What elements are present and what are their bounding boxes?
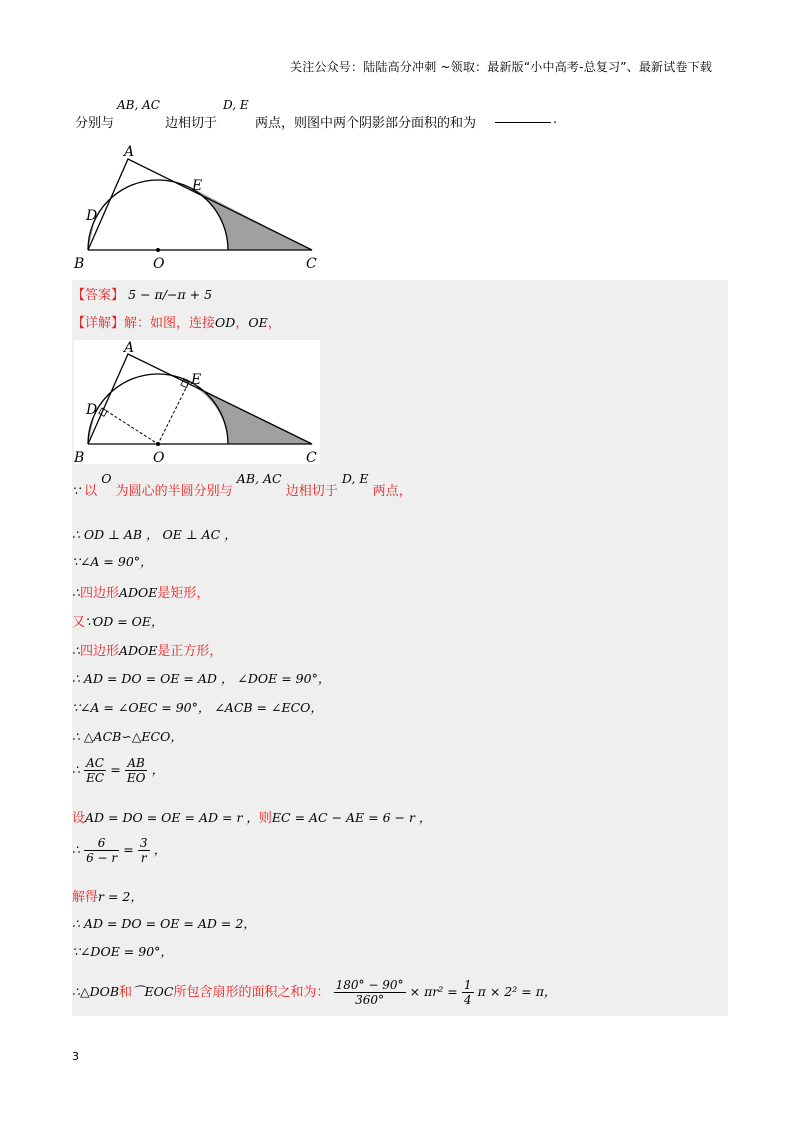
problem-math-ab-ac: AB, AC	[117, 98, 160, 112]
problem-text-end: .	[553, 112, 558, 127]
equals-sign: =	[123, 842, 134, 857]
therefore-symbol: ∴	[72, 585, 80, 600]
step-11-math-2: EC = AC − AE = 6 − r ，	[271, 810, 432, 825]
label-b: B	[74, 450, 85, 464]
label-o: O	[153, 256, 165, 272]
step-13	[72, 886, 143, 905]
step-10	[72, 756, 164, 785]
segment-od	[102, 408, 158, 444]
step-3: ∵∠A = 90°，	[72, 554, 153, 569]
step-14: ∴ AD = DO = OE = AD = 2，	[72, 916, 256, 931]
detail-math-oe: OE	[248, 315, 268, 330]
page-number: 3	[72, 1050, 79, 1063]
step-1-text-1: 以	[84, 484, 98, 499]
step-2: ∴ OD ⊥ AB ， OE ⊥ AC ，	[72, 527, 237, 542]
step-16-tail: π × 2² = π，	[477, 984, 557, 999]
detail-math-od: OD	[215, 315, 236, 330]
therefore-symbol: ∵	[72, 483, 80, 498]
fraction-3-over-r: $\frac{3}{r}$	[139, 836, 148, 865]
fraction-angle-over-360: $\frac{180^\circ - 90^\circ}{360^\circ}$	[335, 978, 404, 1007]
step-1-text-4: 两点，	[372, 484, 412, 499]
step-16-math-eoc: ⌒EOC	[132, 984, 174, 999]
label-o: O	[153, 450, 165, 464]
step-1-math-o: O	[101, 471, 112, 486]
step-4-text-1: 四边形	[79, 586, 119, 601]
step-1	[72, 471, 412, 499]
page-header: 关注公众号：陆陆高分冲刺 ~领取：最新版“小中高考-总复习”、最新试卷下载	[290, 60, 713, 74]
step-5-math: ∵OD = OE，	[85, 614, 164, 629]
step-8: ∵∠A = ∠OEC = 90°， ∠ACB = ∠ECO，	[72, 700, 323, 715]
step-11-math-1: AD = DO = OE = AD = r ，	[85, 810, 259, 825]
step-11-text-2: 则	[258, 811, 272, 826]
detail-end: ，	[267, 316, 281, 331]
geometry-figure-2	[74, 340, 320, 464]
fraction-ac-ec: $\frac{AC}{EC}$	[86, 756, 105, 785]
equals-sign: =	[110, 762, 121, 777]
step-13-text: 解得	[72, 890, 99, 905]
step-9: ∴ △ACB∽△ECO，	[72, 729, 183, 744]
detail-row	[72, 312, 281, 331]
semicircle	[88, 180, 228, 250]
step-4-math-adoe: ADOE	[118, 585, 158, 600]
segment-oe	[158, 384, 188, 444]
answer-value: 5 − π/−π + 5	[128, 287, 213, 302]
label-a: A	[124, 340, 135, 356]
therefore-symbol: ∴	[72, 762, 80, 777]
label-e: E	[192, 178, 203, 194]
answer-row	[72, 284, 212, 303]
step-4	[72, 582, 209, 601]
step-5-text: 又	[72, 615, 86, 630]
problem-text-3: 两点，则图中两个阴影部分面积的和为	[255, 116, 477, 131]
problem-text-1: 分别与	[75, 116, 115, 131]
step-16-math-dob: △DOB	[79, 984, 120, 999]
label-e: E	[191, 372, 202, 388]
label-d: D	[86, 208, 98, 224]
label-c: C	[306, 256, 317, 272]
step-16-text-and: 和	[119, 985, 133, 1000]
step-13-math: r = 2，	[98, 889, 143, 904]
label-c: C	[306, 450, 317, 464]
fraction-6-over-6-minus-r: $\frac{6}{6 - r}$	[86, 836, 118, 865]
center-point-o	[156, 248, 160, 252]
step-11	[72, 807, 431, 826]
label-b: B	[74, 256, 85, 272]
fraction-one-quarter: $\frac{1}{4}$	[463, 978, 472, 1007]
detail-tag: 【详解】	[72, 316, 125, 331]
problem-math-de: D, E	[223, 98, 249, 112]
step-15: ∵∠DOE = 90°，	[72, 944, 173, 959]
fraction-ab-eo: $\frac{AB}{EO}$	[126, 756, 146, 785]
solution-block	[72, 280, 728, 1016]
step-1-text-3: 边相切于	[285, 484, 338, 499]
step-1-text-2: 为圆心的半圆分别与	[115, 484, 233, 499]
step-4-text-2: 是矩形，	[157, 586, 210, 601]
step-12	[72, 836, 166, 865]
problem-text-2: 边相切于	[165, 116, 218, 131]
step-6-text-1: 四边形	[79, 644, 119, 659]
step-11-text-1: 设	[72, 811, 86, 826]
semicircle	[88, 374, 228, 444]
step-1-math-ab-ac: AB, AC	[236, 471, 282, 486]
therefore-symbol: ∴	[72, 984, 80, 999]
geometry-figure-1	[72, 138, 332, 272]
detail-separator: ，	[235, 316, 249, 331]
step-12-end: ，	[153, 842, 167, 857]
step-6-math-adoe: ADOE	[118, 643, 158, 658]
step-10-end: ，	[151, 762, 165, 777]
step-16	[72, 978, 556, 1007]
detail-intro: 解：如图，连接	[124, 316, 216, 331]
step-7: ∴ AD = DO = OE = AD ， ∠DOE = 90°，	[72, 671, 331, 686]
step-6	[72, 640, 222, 659]
center-point-o	[156, 442, 160, 446]
step-16-text-2: 所包含扇形的面积之和为：	[173, 985, 330, 1000]
step-1-math-de: D, E	[341, 471, 369, 486]
therefore-symbol: ∴	[72, 842, 80, 857]
label-a: A	[124, 144, 135, 160]
therefore-symbol: ∴	[72, 643, 80, 658]
step-16-mid: × πr² =	[409, 984, 458, 999]
step-5	[72, 611, 164, 630]
answer-tag: 【答案】	[72, 288, 125, 303]
step-6-text-2: 是正方形，	[157, 644, 223, 659]
label-d: D	[86, 402, 98, 418]
